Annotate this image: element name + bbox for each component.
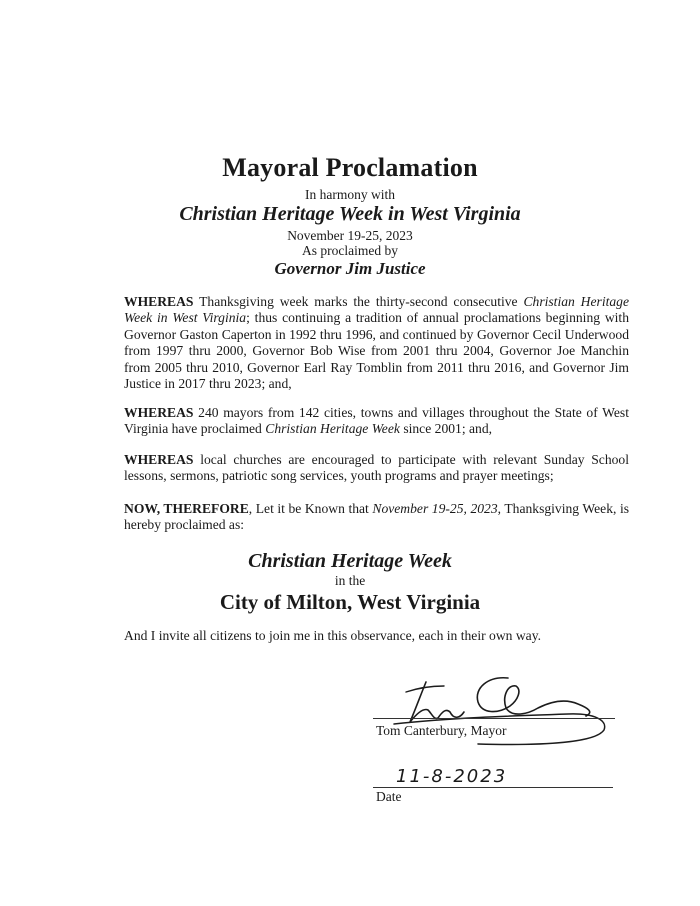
event-dates: November 19-25, 2023: [287, 228, 413, 243]
whereas-paragraph-2: WHEREAS 240 mayors from 142 cities, towns and villages throughout the State of West Virginia have proclaimed Christian Heritage Week since 2001; and,: [124, 405, 629, 437]
page-title: Mayoral Proclamation: [222, 153, 478, 182]
proclaimed-event-name: Christian Heritage Week: [248, 550, 452, 572]
proclaimed-by-line: As proclaimed by: [302, 243, 398, 258]
invitation-line: And I invite all citizens to join me in this observance, each in their own way.: [124, 628, 542, 643]
date-line: [373, 787, 613, 788]
governor-name: Governor Jim Justice: [274, 259, 426, 278]
city-name: City of Milton, West Virginia: [219, 590, 481, 614]
in-the-line: in the: [334, 573, 366, 588]
therefore-paragraph: NOW, THEREFORE, Let it be Known that November 19-25, 2023, Thanksgiving Week, is hereby proclaimed as:: [124, 501, 630, 533]
event-heading: Christian Heritage Week in West Virginia: [179, 203, 521, 225]
whereas-paragraph-3: WHEREAS local churches are encouraged to participate with relevant Sunday School lessons, sermons, patriotic song services, youth programs and prayer meetings;: [124, 452, 629, 484]
signature-line: [373, 718, 615, 719]
whereas-paragraph-1: WHEREAS Thanksgiving week marks the thirty-second consecutive Christian Heritage Week in West Virginia; thus continuing a tradition of annual proclamations beginning with Governor Gaston Caperton in 1992 thru 1996, and continued by Governor Cecil Underwood from 1997 thru 2000, Governor Bob Wise from 2001 thru 2004, Governor Joe Manchin from 2005 thru 2010, Governor Earl Ray Tomblin from 2011 thru 2016, and Governor Jim Justice in 2017 thru 2023; and,: [124, 294, 630, 392]
handwritten-date: 11-8-2023: [396, 766, 508, 787]
harmony-line: In harmony with: [305, 187, 395, 202]
date-label: Date: [376, 789, 402, 804]
signer-name: Tom Canterbury, Mayor: [376, 723, 507, 738]
